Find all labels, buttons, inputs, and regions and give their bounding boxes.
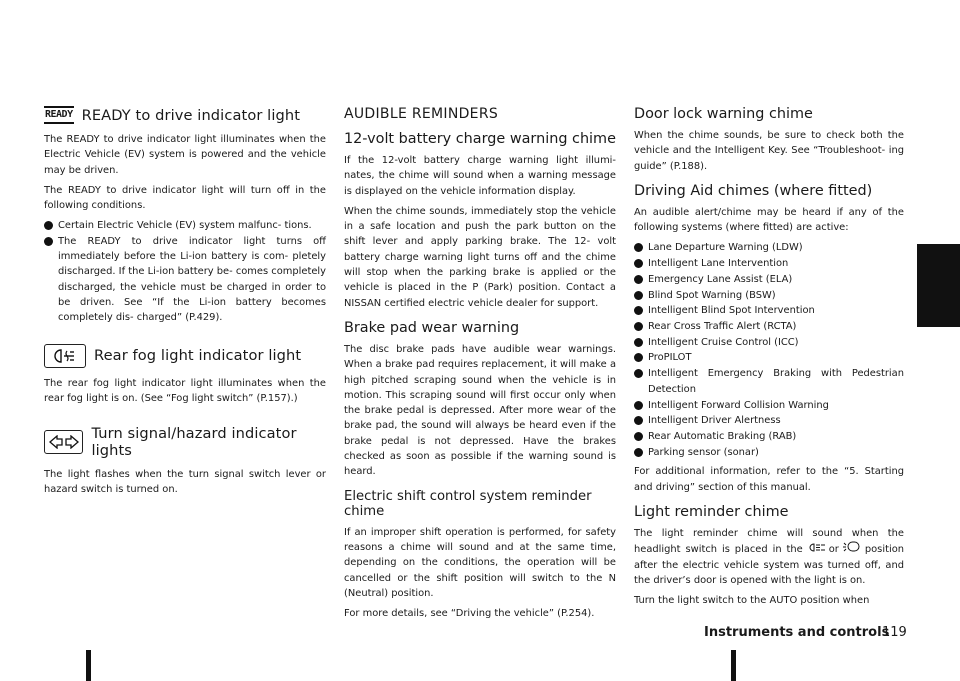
fog-heading-text: Rear fog light indicator light (94, 347, 302, 365)
battery-heading: 12-volt battery charge warning chime (344, 131, 616, 147)
crop-mark-left (86, 650, 91, 681)
list-item: Lane Departure Warning (LDW) (634, 240, 904, 256)
bullet-icon (634, 353, 643, 362)
bullet-icon (44, 237, 53, 246)
bullet-icon (634, 291, 643, 300)
column-3 (634, 106, 904, 614)
aid-paragraph-2: For additional information, refer to the “5. Starting and driving” section of this manual. (634, 466, 904, 493)
list-item: Intelligent Cruise Control (ICC) (634, 335, 904, 351)
door-heading: Door lock warning chime (634, 106, 813, 122)
list-item: Rear Cross Traffic Alert (RCTA) (634, 319, 904, 335)
light-heading: Light reminder chime (634, 503, 789, 520)
battery-paragraph-2: When the chime sounds, immediately stop the vehicle in a safe location and push the park button on the shift lever and apply parking brake. The 12- volt battery charge warning light turns off and the chime will stop when the parking brake is applied or the vehicle is placed in the P (Park) position. Contact a NISSAN certified electric vehicle dealer for support. (344, 205, 616, 309)
bullet-icon (634, 432, 643, 441)
bullet-icon (634, 259, 643, 268)
list-item: Intelligent Driver Alertness (634, 413, 904, 429)
section-heading: AUDIBLE REMINDERS (344, 106, 499, 122)
bullet-icon (634, 338, 643, 347)
rear-fog-light-icon (44, 344, 86, 368)
aid-paragraph-1: An audible alert/chime may be heard if any of the following systems (where fitted) are active: (634, 206, 904, 234)
turn-heading (44, 425, 326, 459)
bullet-icon (44, 221, 53, 230)
ready-bullet-list (44, 218, 326, 325)
list-item: Parking sensor (sonar) (634, 445, 904, 461)
bullet-icon (634, 243, 643, 252)
ready-icon: READY (44, 106, 74, 124)
turn-heading-text: Turn signal/hazard indicator lights (91, 425, 297, 460)
list-item: The READY to drive indicator light turns off immediately before the Li-ion battery is com- pletely discharged. If the Li-ion battery be- comes completely discharged, the vehicle must be charged in order to be driven. See “If the Li-ion battery becomes completely dis- charged” (P.429). (44, 234, 326, 326)
list-item: Intelligent Forward Collision Warning (634, 398, 904, 414)
aid-heading: Driving Aid chimes (where fitted) (634, 182, 873, 199)
battery-paragraph-1: If the 12-volt battery charge warning light illumi- nates, the chime will sound when a warning message is displayed on the vehicle information display. (344, 155, 616, 197)
brake-paragraph: The disc brake pads have audible wear warnings. When a brake pad requires replacement, it will make a high pitched scraping sound when the vehicle is in motion. This scraping sound will first occur only when the brake pedal is depressed. After more wear of the brake pad, the sound will always be heard even if the brake pedal is not depressed. Have the brakes checked as soon as possible if the warning sound is heard. (344, 343, 616, 478)
list-item: Certain Electric Vehicle (EV) system malfunc- tions. (44, 218, 326, 233)
list-item: Rear Automatic Braking (RAB) (634, 429, 904, 445)
bullet-icon (634, 448, 643, 457)
fog-heading (44, 344, 326, 368)
shift-heading: Electric shift control system reminder chime (344, 488, 592, 519)
chapter-tab (917, 244, 960, 327)
aid-bullet-list (634, 240, 904, 460)
door-paragraph: When the chime sounds, be sure to check both the vehicle and the Intelligent Key. See “Troubleshoot- ing guide” (P.188). (634, 130, 904, 172)
light-paragraph-1: The light reminder chime will sound when the headlight switch is placed in the or position after the electric vehicle system was turned off, and the driver’s door is opened with the light is on. (634, 527, 904, 586)
shift-paragraph-2: For more details, see “Driving the vehicle” (P.254). (344, 608, 595, 620)
list-item: Intelligent Lane Intervention (634, 256, 904, 272)
crop-mark-right (731, 650, 736, 681)
bullet-icon (634, 416, 643, 425)
list-item: Emergency Lane Assist (ELA) (634, 272, 904, 288)
bullet-icon (634, 401, 643, 410)
list-item: Intelligent Emergency Braking with Pedestrian Detection (634, 366, 904, 397)
headlight-icon (806, 542, 826, 557)
fog-paragraph: The rear fog light indicator light illuminates when the rear fog light is on. (See “Fog light switch” (P.157).) (44, 377, 326, 404)
bullet-icon (634, 369, 643, 378)
brake-heading: Brake pad wear warning (344, 319, 520, 336)
turn-paragraph: The light flashes when the turn signal switch lever or hazard switch is turned on. (44, 469, 326, 496)
page-number: 119 (882, 625, 907, 640)
column-1 (44, 106, 326, 503)
ready-paragraph-1: The READY to drive indicator light illuminates when the Electric Vehicle (EV) system is powered and the vehicle may be driven. (44, 134, 326, 176)
list-item: Intelligent Blind Spot Intervention (634, 303, 904, 319)
column-2 (344, 106, 616, 626)
ready-heading-text: READY to drive indicator light (81, 106, 301, 124)
ready-paragraph-2: The READY to drive indicator light will turn off in the following conditions. (44, 184, 326, 212)
ready-heading (44, 106, 326, 124)
bullet-icon (634, 306, 643, 315)
list-item: Blind Spot Warning (BSW) (634, 288, 904, 304)
footer-section-title: Instruments and controls (704, 625, 890, 640)
light-paragraph-2: Turn the light switch to the AUTO position when (634, 595, 870, 607)
bullet-icon (634, 275, 643, 284)
turn-signal-icon (44, 430, 83, 454)
light-icon (842, 541, 862, 557)
list-item: ProPILOT (634, 350, 904, 366)
bullet-icon (634, 322, 643, 331)
shift-paragraph-1: If an improper shift operation is performed, for safety reasons a chime will sound and at the same time, depending on the conditions, the operation will be cancelled or the shift position will switch to the N (Neutral) position. (344, 526, 616, 599)
